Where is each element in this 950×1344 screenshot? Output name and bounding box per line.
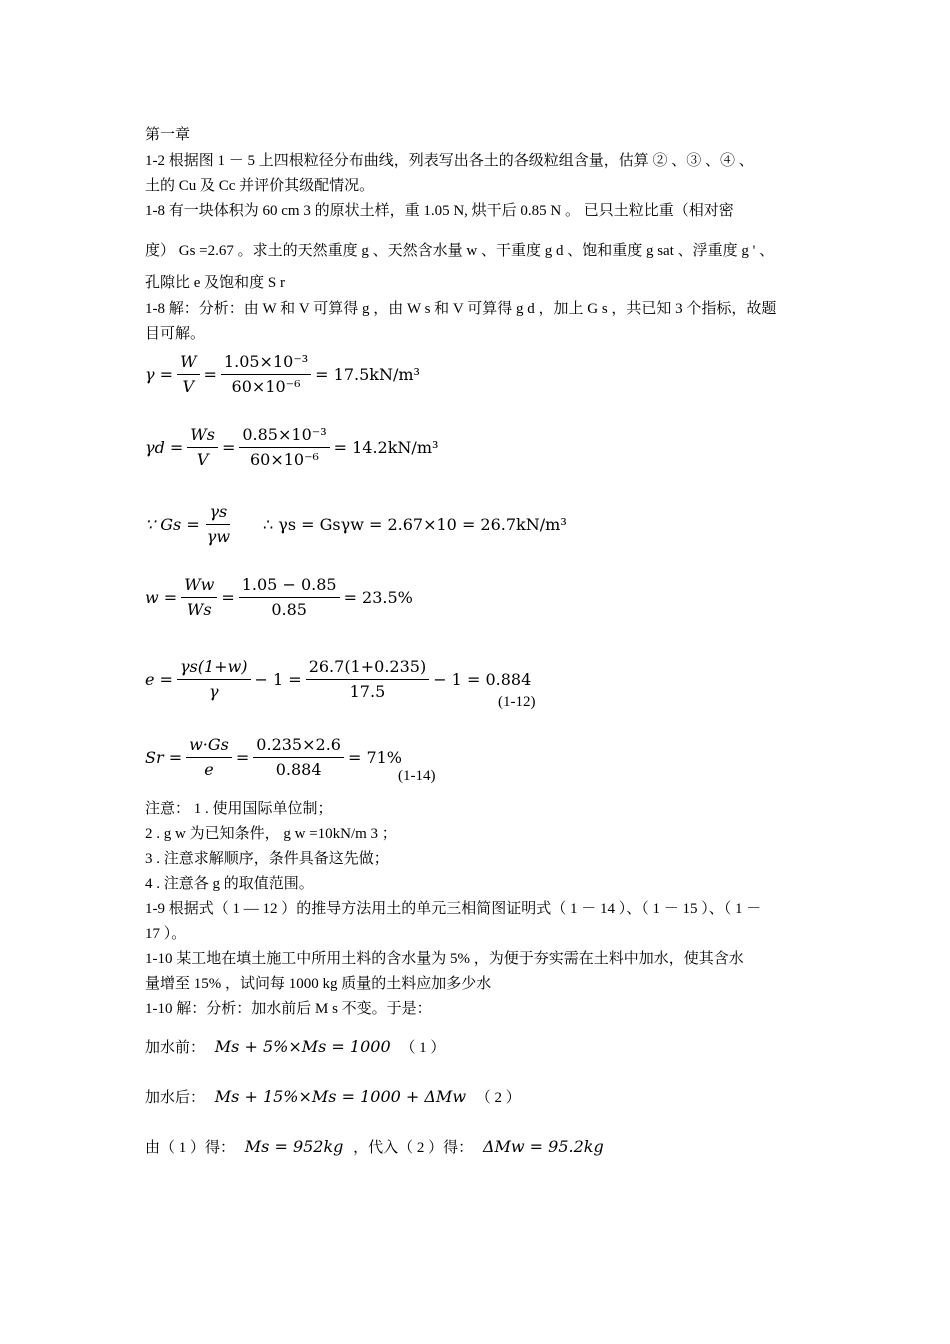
- note-3: 3 . 注意求解顺序，条件具备这先做；: [145, 851, 389, 867]
- after-equation: Ms + 15%×Ms = 1000 + ΔMw: [214, 1087, 467, 1106]
- solution-1-10: 1-10 解：分析：加水前后 M s 不变。于是：: [145, 1001, 432, 1017]
- eq5-mid: − 1 =: [254, 670, 302, 689]
- result-ms: Ms = 952kg: [244, 1137, 344, 1156]
- eq5-reference: (1-12): [498, 694, 536, 710]
- eq6-reference: (1-14): [398, 768, 436, 784]
- equation-water-content: w = $\frac{Ww}{Ws}$ = $\frac{1.05 - 0.85}{0.85}$ = 23.5%: [145, 575, 413, 619]
- before-label: 加水前：: [145, 1040, 206, 1056]
- after-label: 加水后：: [145, 1090, 206, 1106]
- problem-1-9-line2: 17 ）。: [145, 926, 187, 942]
- eq6-rhs: = 71%: [347, 748, 403, 767]
- result-delta-mw: ΔMw = 95.2kg: [482, 1137, 604, 1156]
- eq2-rhs: = 14.2kN/m³: [333, 438, 439, 457]
- note-2: 2 . g w 为已知条件， g w =10kN/m 3 ；: [145, 826, 397, 842]
- eq5-num1: γs(1+w): [177, 657, 251, 680]
- solution-1-8-line2: 目可解。: [145, 326, 206, 342]
- eq1-rhs: = 17.5kN/m³: [315, 365, 420, 384]
- before-equation: Ms + 5%×Ms = 1000: [214, 1037, 391, 1056]
- problem-1-8-line2: 度） Gs =2.67 。求土的天然重度 g 、天然含水量 w 、干重度 g d 、饱和重度 g sat 、浮重度 g ' 、: [145, 243, 775, 259]
- note-4: 4 . 注意各 g 的取值范围。: [145, 876, 314, 892]
- before-water-row: [145, 1036, 445, 1059]
- problem-1-2-line2: 土的 Cu 及 Cc 并评价其级配情况。: [145, 178, 375, 194]
- result-from-1: 由（ 1 ）得：: [145, 1140, 236, 1156]
- eq4-den1: Ws: [186, 600, 212, 619]
- equation-unit-weight: γ = $\frac{W}{V}$ = $\frac{\text{1.05×10⁻³}}{\text{60×10⁻⁶}}$ = 17.5kN/m³: [145, 352, 420, 396]
- result-substitute: ，代入（ 2 ）得：: [353, 1140, 474, 1156]
- eq1-den2: 60×10⁻⁶: [231, 377, 301, 396]
- chapter-title: 第一章: [145, 127, 191, 143]
- eq5-den2: 17.5: [349, 682, 386, 701]
- solution-1-8-line1: 1-8 解：分析：由 W 和 V 可算得 g ，由 W s 和 V 可算得 g d ，加上 G s ，共已知 3 个指标，故题: [145, 301, 777, 317]
- before-ref: （ 1 ）: [400, 1040, 446, 1056]
- eq3-num1: γs: [206, 502, 230, 525]
- eq6-num2: 0.235×2.6: [253, 735, 344, 758]
- equation-specific-gravity: [145, 502, 567, 547]
- eq5-lhs: e =: [145, 670, 173, 689]
- eq1-num2: 1.05×10⁻³: [221, 352, 311, 375]
- eq3-rhs: ∴ γs = Gsγw = 2.67×10 = 26.7kN/m³: [263, 515, 567, 534]
- eq3-den1: γw: [206, 527, 231, 546]
- after-ref: （ 2 ）: [475, 1090, 521, 1106]
- equation-void-ratio: [145, 657, 531, 702]
- eq2-lhs: γd =: [145, 438, 184, 457]
- equation-degree-of-saturation: Sr = $\frac{w\cdot Gs}{e}$ = $\frac{0.235\times 2.6}{0.884}$ = 71%: [145, 735, 403, 779]
- eq6-num1: w·Gs: [186, 735, 232, 758]
- eq4-lhs: w =: [145, 588, 178, 607]
- eq5-rhs: − 1 = 0.884: [433, 670, 532, 689]
- eq4-den2: 0.85: [271, 600, 307, 619]
- problem-1-8-line1: 1-8 有一块体积为 60 cm 3 的原状土样，重 1.05 N, 烘干后 0.85 N 。 已只土粒比重（相对密: [145, 203, 734, 219]
- problem-1-2-line1: 1-2 根据图 1 － 5 上四根粒径分布曲线，列表写出各土的各级粒组含量，估算 ② 、③ 、④ 、: [145, 153, 754, 169]
- equation-dry-unit-weight: γd = $\frac{Ws}{V}$ = $\frac{\text{0.85×10⁻³}}{\text{60×10⁻⁶}}$ = 14.2kN/m³: [145, 425, 439, 469]
- eq2-num1: Ws: [187, 425, 218, 448]
- eq5-den1: γ: [208, 682, 219, 701]
- eq4-rhs: = 23.5%: [343, 588, 413, 607]
- eq6-den2: 0.884: [275, 760, 322, 779]
- eq1-lhs: γ =: [145, 365, 174, 384]
- problem-1-10-line1: 1-10 某工地在填土施工中所用土料的含水量为 5% ，为便于夯实需在土料中加水，使其含水: [145, 951, 744, 967]
- eq5-num2: 26.7(1+0.235): [306, 657, 430, 680]
- eq2-den2: 60×10⁻⁶: [249, 450, 319, 469]
- eq1-num1: W: [177, 352, 199, 375]
- eq2-den1: V: [196, 450, 209, 469]
- problem-1-8-line3: 孔隙比 e 及饱和度 S r: [145, 275, 285, 291]
- eq6-den1: e: [204, 760, 214, 779]
- eq1-den1: V: [182, 377, 195, 396]
- eq4-num2: 1.05 − 0.85: [239, 575, 340, 598]
- eq4-num1: Ww: [181, 575, 217, 598]
- eq2-num2: 0.85×10⁻³: [239, 425, 329, 448]
- after-water-row: [145, 1086, 521, 1109]
- note-1: 注意： 1 . 使用国际单位制；: [145, 801, 333, 817]
- eq3-lhs: ∵ Gs =: [145, 515, 200, 534]
- problem-1-10-line2: 量增至 15% ，试问每 1000 kg 质量的土料应加多少水: [145, 976, 492, 992]
- result-row: [145, 1136, 610, 1159]
- eq6-lhs: Sr =: [145, 748, 183, 767]
- problem-1-9-line1: 1-9 根据式（ 1 — 12 ）的推导方法用土的单元三相简图证明式（ 1 － 14 ）、（ 1 － 15 ）、（ 1 －: [145, 901, 762, 917]
